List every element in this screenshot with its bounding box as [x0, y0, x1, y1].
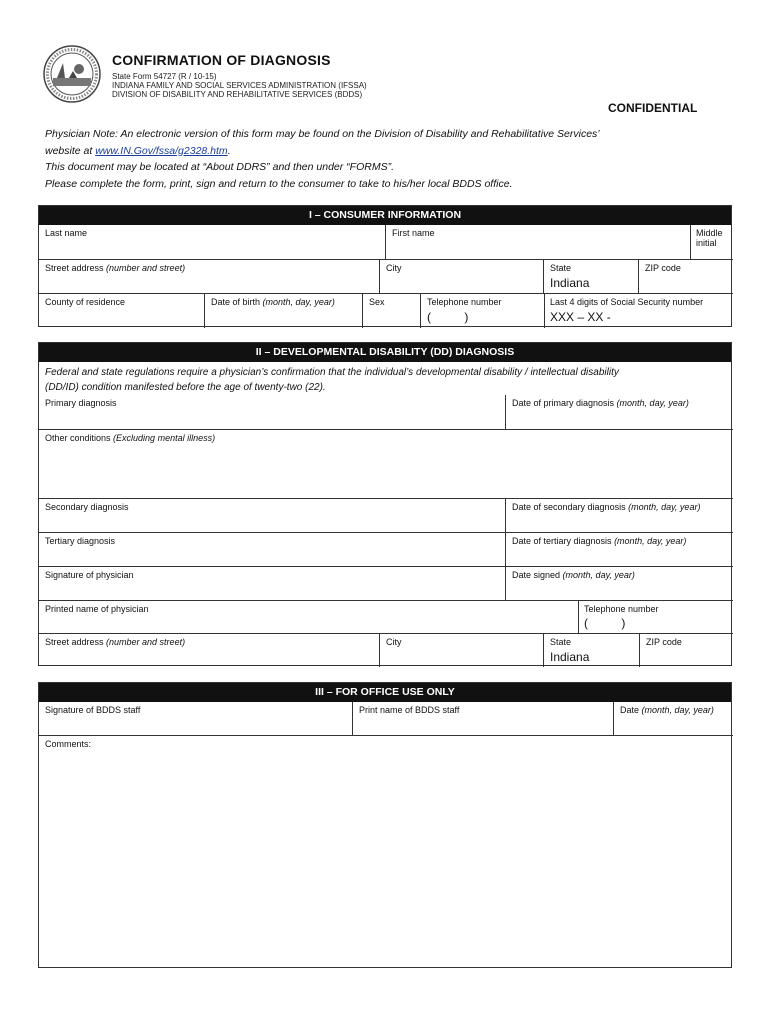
signed-label: Date signed — [512, 570, 563, 580]
last-name-field[interactable] — [39, 225, 385, 259]
physician-zip-label: ZIP code — [646, 637, 682, 647]
tertiary-date-field[interactable] — [505, 532, 733, 566]
county-label: County of residence — [45, 297, 126, 307]
street-label: Street address — [45, 263, 107, 273]
comments-field[interactable] — [39, 735, 733, 969]
ssn-label: Last 4 digits of Social Security number — [550, 297, 704, 307]
primary-date-label: Date of primary diagnosis — [512, 398, 617, 408]
physician-city-label: City — [386, 637, 402, 647]
form-number: State Form 54727 (R / 10-15) — [112, 72, 217, 81]
printed-name-label: Printed name of physician — [45, 604, 149, 614]
ssn-field[interactable] — [544, 293, 733, 328]
physician-note — [45, 126, 725, 192]
bdds-date-hint: (month, day, year) — [641, 705, 714, 715]
signed-hint: (month, day, year) — [562, 570, 635, 580]
physician-street-hint: (number and street) — [106, 637, 186, 647]
tertiary-date-label: Date of tertiary diagnosis — [512, 536, 615, 546]
date-of-birth-field[interactable] — [204, 293, 362, 328]
middle-initial-label: Middle initial — [696, 228, 723, 248]
secondary-date-hint: (month, day, year) — [628, 502, 701, 512]
dd-diagnosis-section — [38, 342, 732, 666]
secondary-diagnosis-field[interactable] — [39, 498, 505, 532]
physician-telephone-label: Telephone number — [584, 604, 659, 614]
physician-state-label: State — [550, 637, 572, 647]
dob-label: Date of birth — [211, 297, 263, 307]
physician-city-field[interactable] — [379, 633, 543, 667]
bdds-date-label: Date — [620, 705, 642, 715]
other-conditions-field[interactable] — [39, 429, 733, 498]
bdds-print-name-label: Print name of BDDS staff — [359, 705, 460, 715]
indiana-state-seal-icon — [43, 45, 101, 103]
bdds-signature-field[interactable] — [39, 702, 352, 735]
physician-phone-value: ( ) — [584, 616, 626, 630]
bdds-print-name-field[interactable] — [352, 702, 613, 735]
county-field[interactable] — [39, 293, 204, 328]
consumer-information-section — [38, 205, 732, 327]
state-value: Indiana — [550, 276, 590, 290]
phone-value: ( ) — [427, 310, 469, 324]
last-name-label: Last name — [45, 228, 88, 238]
state-label: State — [550, 263, 572, 273]
primary-date-field[interactable] — [505, 395, 733, 429]
telephone-label: Telephone number — [427, 297, 502, 307]
dd-intro-line-1: Federal and state regulations require a physician’s confirmation that the individual’s developmental disability / intellectual disability — [45, 367, 619, 378]
physician-telephone-field[interactable] — [578, 600, 733, 633]
section-3-heading: III – FOR OFFICE USE ONLY — [39, 683, 731, 702]
tertiary-diagnosis-field[interactable] — [39, 532, 505, 566]
physician-state-field[interactable] — [543, 633, 639, 667]
physician-zip-field[interactable] — [639, 633, 733, 667]
middle-initial-field[interactable] — [690, 225, 733, 259]
section-2-heading: II – DEVELOPMENTAL DISABILITY (DD) DIAGNOSIS — [39, 343, 731, 362]
dd-intro-line-2: (DD/ID) condition manifested before the age of twenty-two (22). — [45, 382, 326, 393]
sex-field[interactable] — [362, 293, 420, 328]
city-label: City — [386, 263, 402, 273]
form-title: CONFIRMATION OF DIAGNOSIS — [112, 52, 331, 68]
date-signed-field[interactable] — [505, 566, 733, 600]
street-address-field[interactable] — [39, 259, 379, 293]
note-website-suffix: . — [227, 144, 231, 157]
first-name-label: First name — [392, 228, 435, 238]
dd-intro-text — [45, 365, 725, 395]
office-use-section — [38, 682, 732, 968]
note-line-3: This document may be located at “About DDRS” and then under “FORMS”. — [45, 161, 394, 173]
physician-state-value: Indiana — [550, 650, 590, 664]
dob-hint: (month, day, year) — [262, 297, 335, 307]
physician-street-label: Street address — [45, 637, 107, 647]
other-hint: (Excluding mental illness) — [113, 433, 216, 443]
physician-signature-field[interactable] — [39, 566, 505, 600]
ssn-value: XXX – XX - — [550, 310, 611, 324]
tertiary-date-hint: (month, day, year) — [614, 536, 687, 546]
section-1-heading: I – CONSUMER INFORMATION — [39, 206, 731, 225]
confidential-label: CONFIDENTIAL — [608, 101, 698, 115]
tertiary-label: Tertiary diagnosis — [45, 536, 116, 546]
fssa-website-link[interactable]: www.IN.Gov/fssa/g2328.htm — [95, 144, 228, 157]
physician-street-field[interactable] — [39, 633, 379, 667]
first-name-field[interactable] — [385, 225, 690, 259]
street-hint: (number and street) — [106, 263, 186, 273]
note-line-4: Please complete the form, print, sign and return to the consumer to take to his/her local BDDS office. — [45, 177, 513, 190]
primary-label: Primary diagnosis — [45, 398, 117, 408]
bdds-date-field[interactable] — [613, 702, 733, 735]
sex-label: Sex — [369, 297, 385, 307]
primary-date-hint: (month, day, year) — [616, 398, 689, 408]
primary-diagnosis-field[interactable] — [39, 395, 505, 429]
telephone-field[interactable] — [420, 293, 544, 328]
agency-name: INDIANA FAMILY AND SOCIAL SERVICES ADMINISTRATION (IFSSA) — [112, 81, 367, 90]
secondary-label: Secondary diagnosis — [45, 502, 129, 512]
division-name: DIVISION OF DISABILITY AND REHABILITATIVE SERVICES (BDDS) — [112, 90, 363, 99]
bdds-signature-label: Signature of BDDS staff — [45, 705, 141, 715]
secondary-date-label: Date of secondary diagnosis — [512, 502, 629, 512]
signature-label: Signature of physician — [45, 570, 134, 580]
note-line-2 — [45, 143, 725, 160]
city-field[interactable] — [379, 259, 543, 293]
printed-name-field[interactable] — [39, 600, 578, 633]
other-label: Other conditions — [45, 433, 114, 443]
zip-label: ZIP code — [645, 263, 681, 273]
note-line-1: Physician Note: An electronic version of this form may be found on the Division of Disability and Rehabilitative Services’ — [45, 128, 600, 140]
note-website-prefix: website at — [45, 144, 96, 157]
comments-label: Comments: — [45, 739, 92, 749]
secondary-date-field[interactable] — [505, 498, 733, 532]
state-field[interactable] — [543, 259, 638, 293]
zip-code-field[interactable] — [638, 259, 733, 293]
